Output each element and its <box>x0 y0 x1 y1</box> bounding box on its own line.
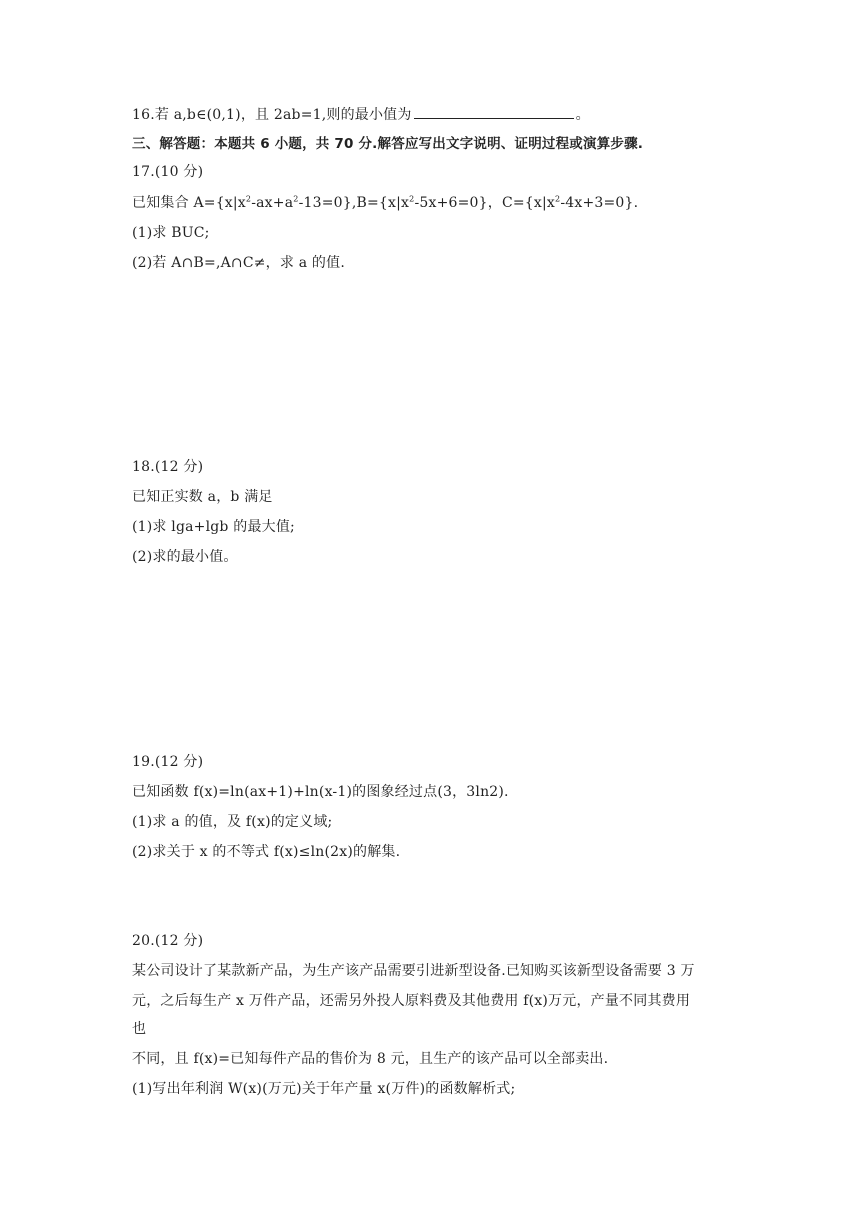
question-18-stem: 已知正实数 a，b 满足 <box>132 489 273 505</box>
question-20-stem-line-1: 某公司设计了某款新产品，为生产该产品需要引进新型设备.已知购买该新型设备需要 3 万 <box>132 963 695 979</box>
question-17-part-2: (2)若 A∩B=,A∩C≠，求 a 的值. <box>132 255 345 271</box>
question-18-part-1: (1)求 lga+lgb 的最大值; <box>132 519 295 535</box>
exponent: 2 <box>293 194 299 204</box>
section-heading: 三、解答题：本题共 6 小题，共 70 分.解答应写出文字说明、证明过程或演算步骤. <box>132 136 644 152</box>
stem-text: 已知集合 A={x|x <box>132 195 246 211</box>
question-20-header: 20.(12 分) <box>132 933 204 949</box>
answer-blank[interactable] <box>414 104 574 119</box>
question-18-header: 18.(12 分) <box>132 459 204 475</box>
exponent: 2 <box>245 194 252 204</box>
question-20-stem-line-3: 也 <box>132 1021 147 1037</box>
stem-text: -ax+a <box>251 195 294 211</box>
question-19-stem: 已知函数 f(x)=ln(ax+1)+ln(x-1)的图象经过点(3，3ln2). <box>132 784 509 800</box>
stem-text: -4x+3=0}. <box>560 195 639 211</box>
question-17-part-1: (1)求 BUC; <box>132 225 210 241</box>
exponent: 2 <box>409 194 415 204</box>
question-16 <box>132 104 590 125</box>
stem-text: -5x+6=0}，C={x|x <box>414 195 556 211</box>
question-17-stem <box>132 193 638 213</box>
question-20-part-1: (1)写出年利润 W(x)(万元)关于年产量 x(万件)的函数解析式; <box>132 1081 516 1097</box>
question-16-end: 。 <box>575 107 590 123</box>
question-20-stem-line-2: 元，之后每生产 x 万件产品，还需另外投人原料费及其他费用 f(x)万元，产量不同其费用 <box>132 993 691 1009</box>
question-20-stem-line-4: 不同，且 f(x)=已知每件产品的售价为 8 元，且生产的该产品可以全部卖出. <box>132 1051 609 1067</box>
question-16-text: 16.若 a,b∈(0,1)，且 2ab=1,则的最小值为 <box>132 107 412 123</box>
question-17-header: 17.(10 分) <box>132 164 204 180</box>
question-18-part-2: (2)求的最小值。 <box>132 549 238 565</box>
question-19-header: 19.(12 分) <box>132 754 204 770</box>
question-19-part-2: (2)求关于 x 的不等式 f(x)≤ln(2x)的解集. <box>132 844 401 860</box>
stem-text: -13=0},B={x|x <box>298 195 410 211</box>
exponent: 2 <box>555 194 561 204</box>
question-19-part-1: (1)求 a 的值，及 f(x)的定义域; <box>132 814 333 830</box>
